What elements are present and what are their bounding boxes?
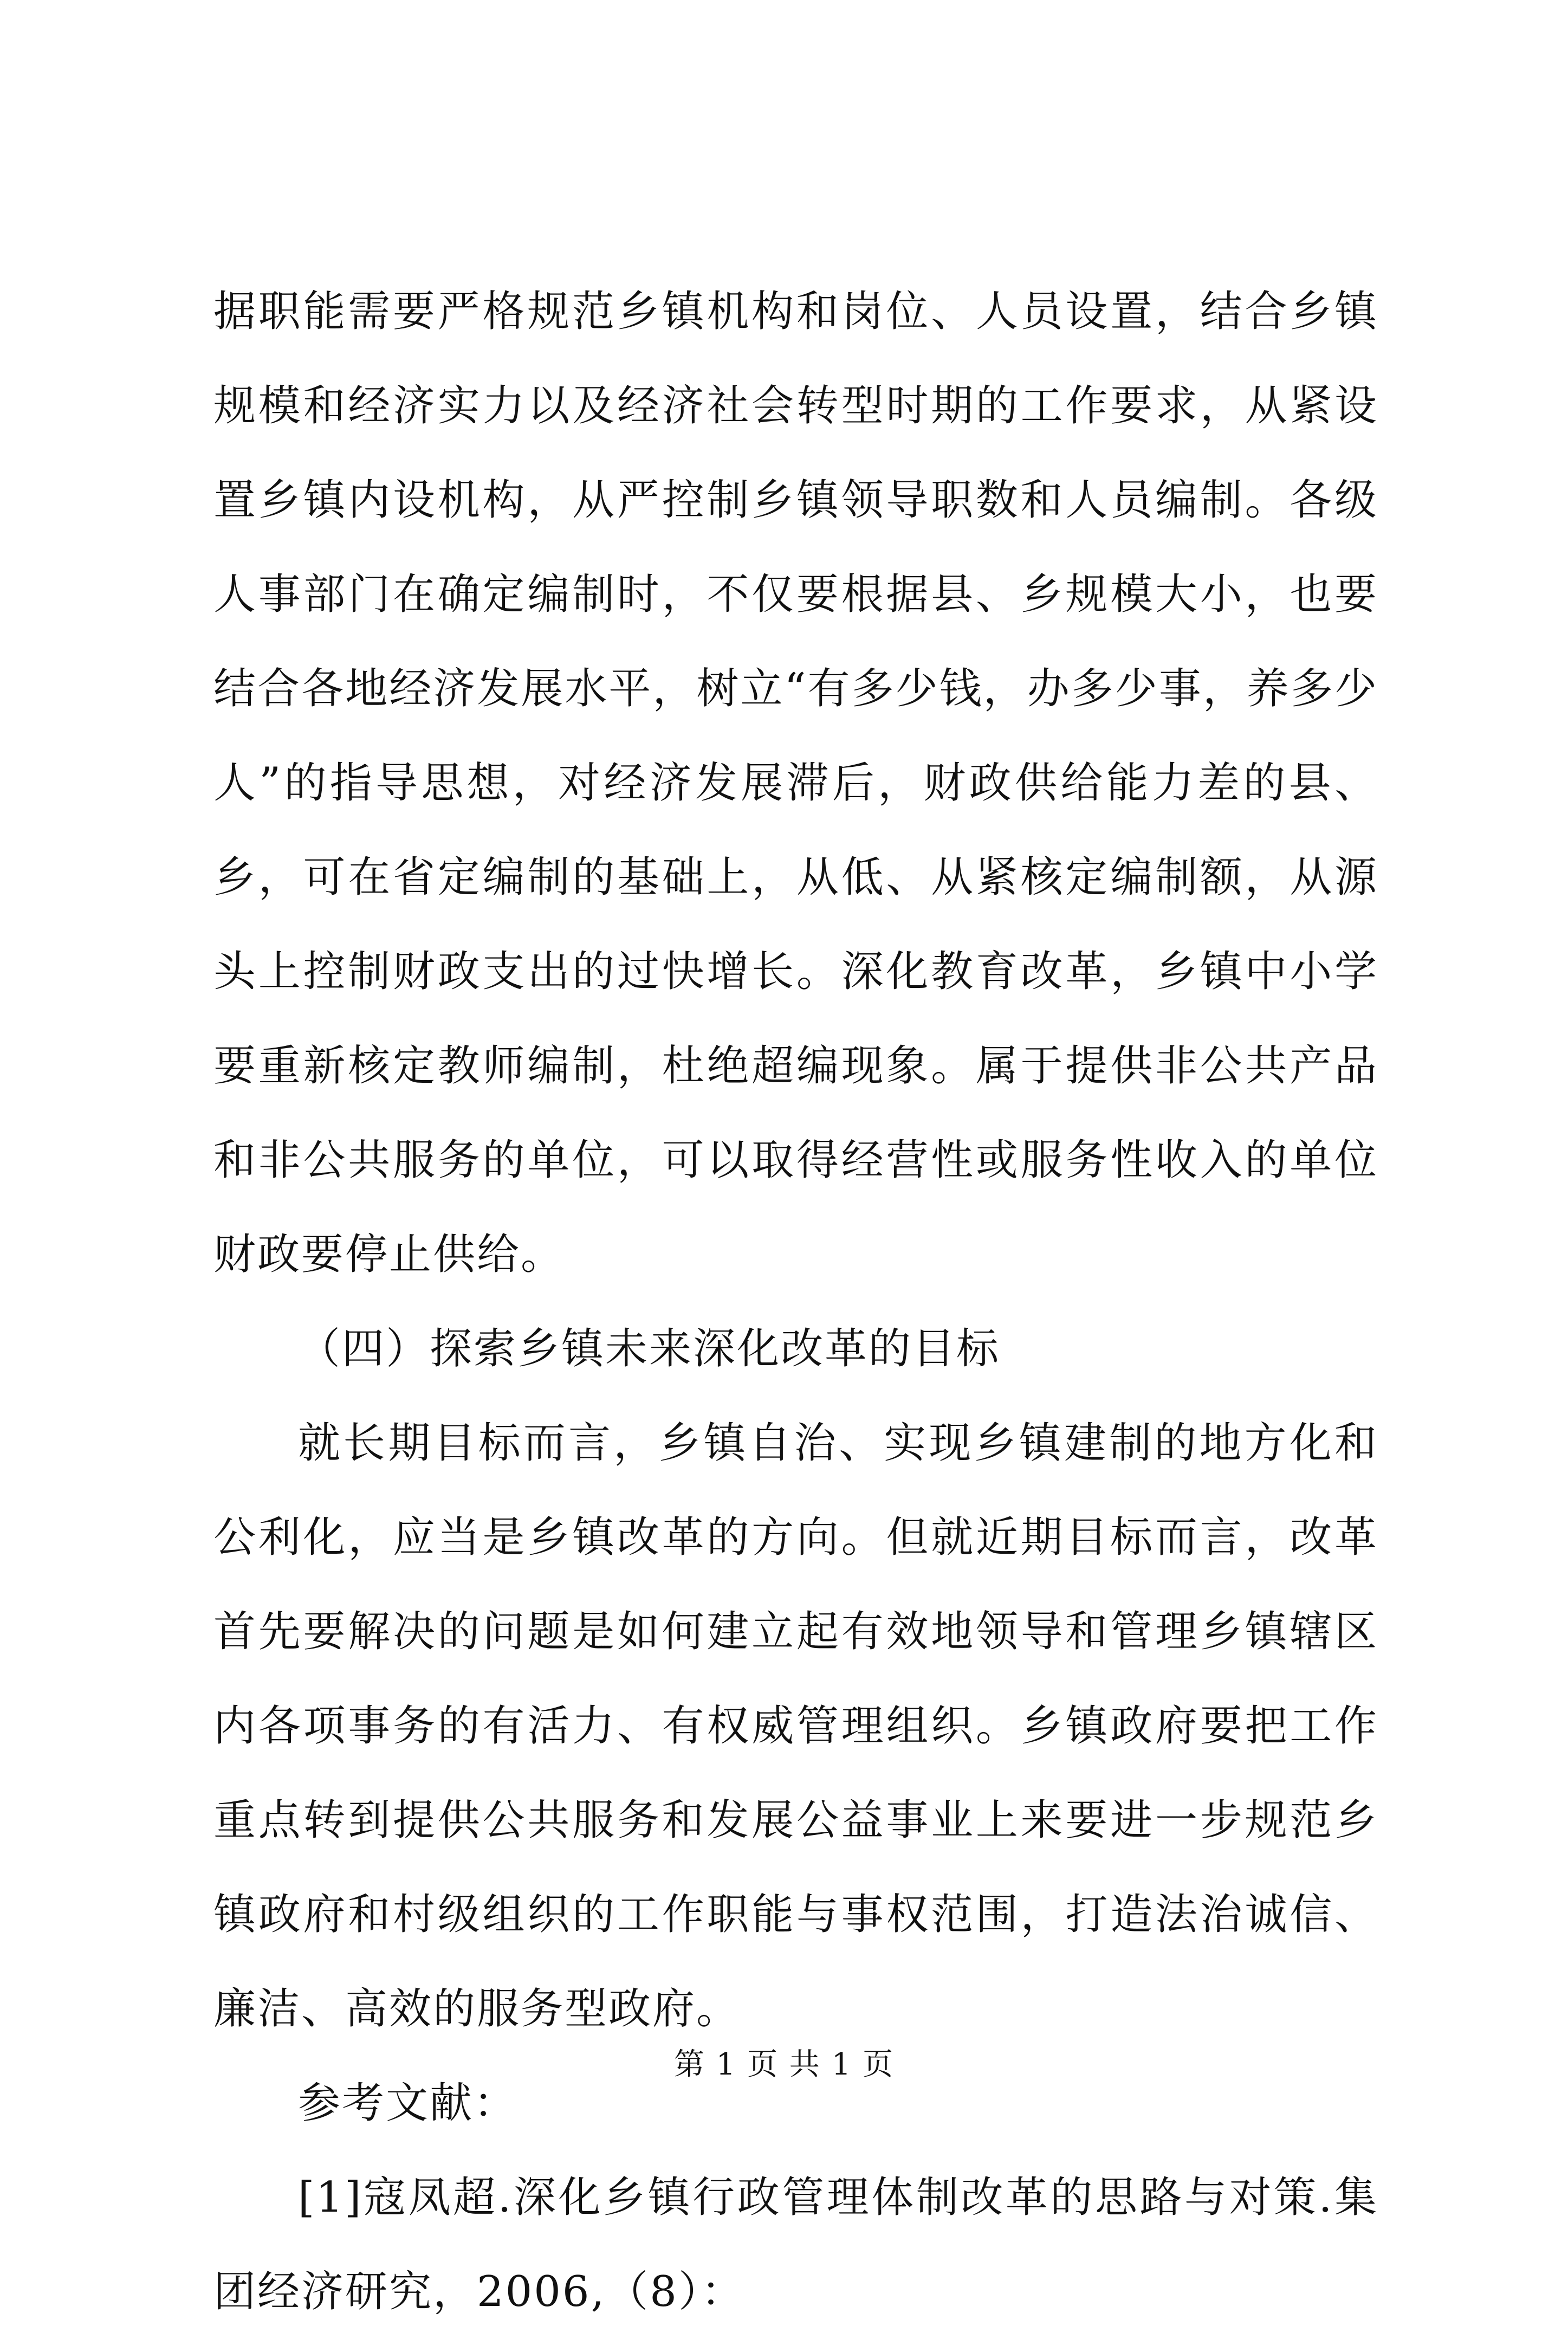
reference-item: [1]寇凤超.深化乡镇行政管理体制改革的思路与对策.集团经济研究，2006,（8）： [213,2173,1378,2316]
body-paragraph: 就长期目标而言，乡镇自治、实现乡镇建制的地方化和公利化，应当是乡镇改革的方向。但就近期目标而言，改革首先要解决的问题是如何建立起有效地领导和管理乡镇辖区内各项事务的有活力、有权威管理组织。乡镇政府要把工作重点转到提供公共服务和发展公益事业上来要进一步规范乡镇政府和村级组织的工作职能与事权范围，打造法治诚信、廉洁、高效的服务型政府。 [213,1419,1378,2033]
document-body [213,264,1378,2339]
section-heading: （四）探索乡镇未来深化改革的目标 [298,1324,1001,1373]
page-footer: 第 1 页 共 1 页 [673,2047,895,2082]
references-heading: 参考文献： [298,2079,518,2128]
body-paragraph: 据职能需要严格规范乡镇机构和岗位、人员设置，结合乡镇规模和经济实力以及经济社会转型时期的工作要求，从紧设置乡镇内设机构，从严控制乡镇领导职数和人员编制。各级人事部门在确定编制时，不仅要根据县、乡规模大小，也要结合各地经济发展水平，树立“有多少钱，办多少事，养多少人”的指导思想，对经济发展滞后，财政供给能力差的县、乡，可在省定编制的基础上，从低、从紧核定编制额，从源头上控制财政支出的过快增长。深化教育改革，乡镇中小学要重新核定教师编制，杜绝超编现象。属于提供非公共产品和非公共服务的单位，可以取得经营性或服务性收入的单位财政要停止供给。 [213,287,1378,1279]
